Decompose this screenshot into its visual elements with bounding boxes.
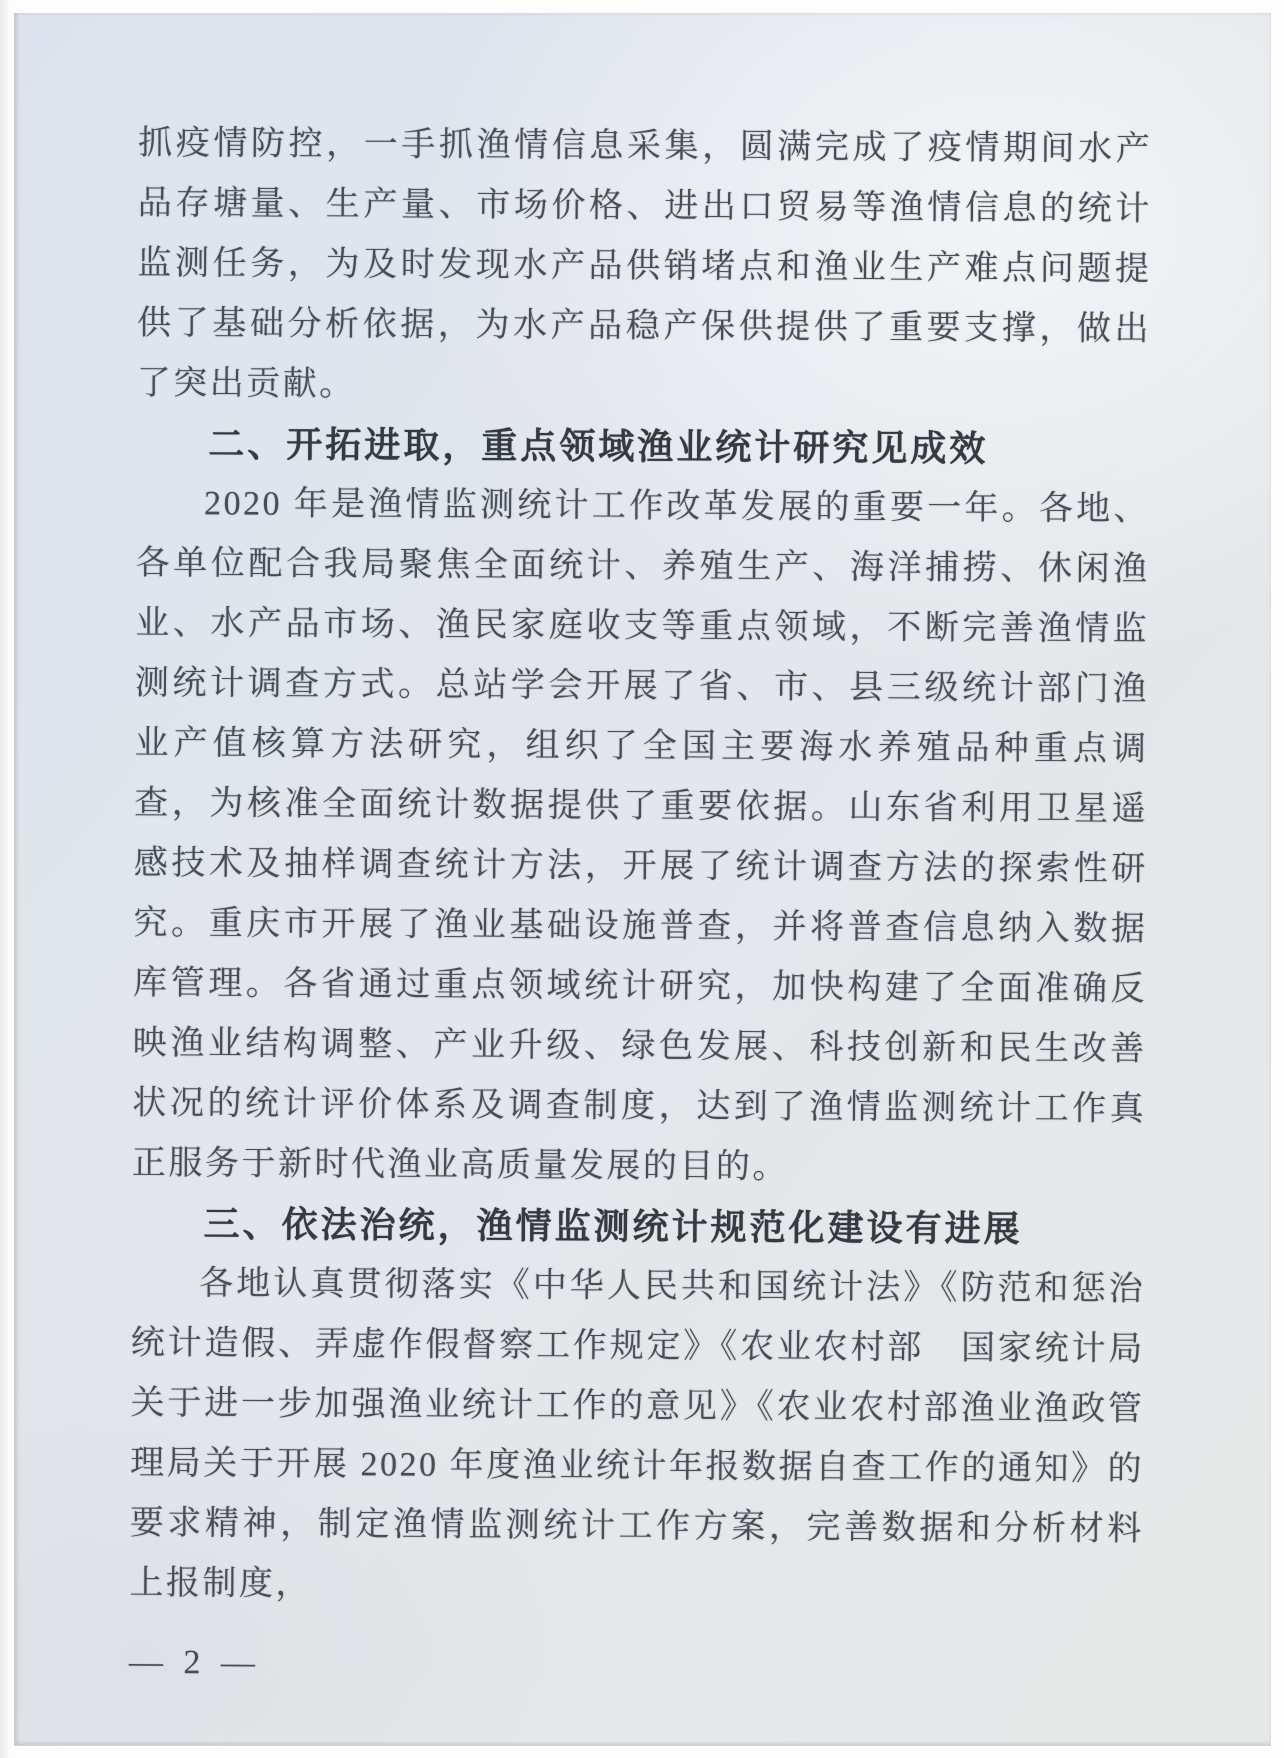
body-paragraph: 抓疫情防控，一手抓渔情信息采集，圆满完成了疫情期间水产品存塘量、生产量、市场价格、进出口贸易等渔情信息的统计监测任务，为及时发现水产品供销堵点和渔业生产难点问题提供了基础分析依据，为水产品稳产保供提供了重要支撑，做出了突出贡献。	[136, 124, 1153, 404]
page-number: — 2 —	[128, 1643, 262, 1682]
page-tilt-wrapper	[14, 13, 1271, 1689]
section-heading: 三、依法治统，渔情监测统计规范化建设有进展	[203, 1203, 1023, 1250]
document-page	[14, 13, 1271, 1746]
body-paragraph: 2020 年是渔情监测统计工作改革发展的重要一年。各地、各单位配合我局聚焦全面统计、养殖生产、海洋捕捞、休闲渔业、水产品市场、渔民家庭收支等重点领域，不断完善渔情监测统计调查方式。总站学会开展了省、市、县三级统计部门渔业产值核算方法研究，组织了全国主要海水养殖品种重点调查，为核准全面统计数据提供了重要依据。山东省利用卫星遥感技术及抽样调查统计方法，开展了统计调查方法的探索性研究。重庆市开展了渔业基础设施普查，并将普查信息纳入数据库管理。各省通过重点领域统计研究，加快构建了全面准确反映渔业结构调整、产业升级、绿色发展、科技创新和民生改善状况的统计评价体系及调查制度，达到了渔情监测统计工作真正服务于新时代渔业高质量发展的目的。	[131, 485, 1151, 1186]
page-body-text	[14, 13, 1271, 1621]
body-paragraph: 各地认真贯彻落实《中华人民共和国统计法》《防范和惩治统计造假、弄虚作假督察工作规定》《农业农村部 国家统计局关于进一步加强渔业统计工作的意见》《农业农村部渔业渔政管理局关于开展 2020 年度渔业统计年报数据自查工作的通知》的要求精神，制定渔情监测统计工作方案，完善数据和分析材料上报制度，	[129, 1265, 1146, 1603]
section-heading: 二、开拓进取，重点领域渔业统计研究见成效	[208, 423, 989, 470]
